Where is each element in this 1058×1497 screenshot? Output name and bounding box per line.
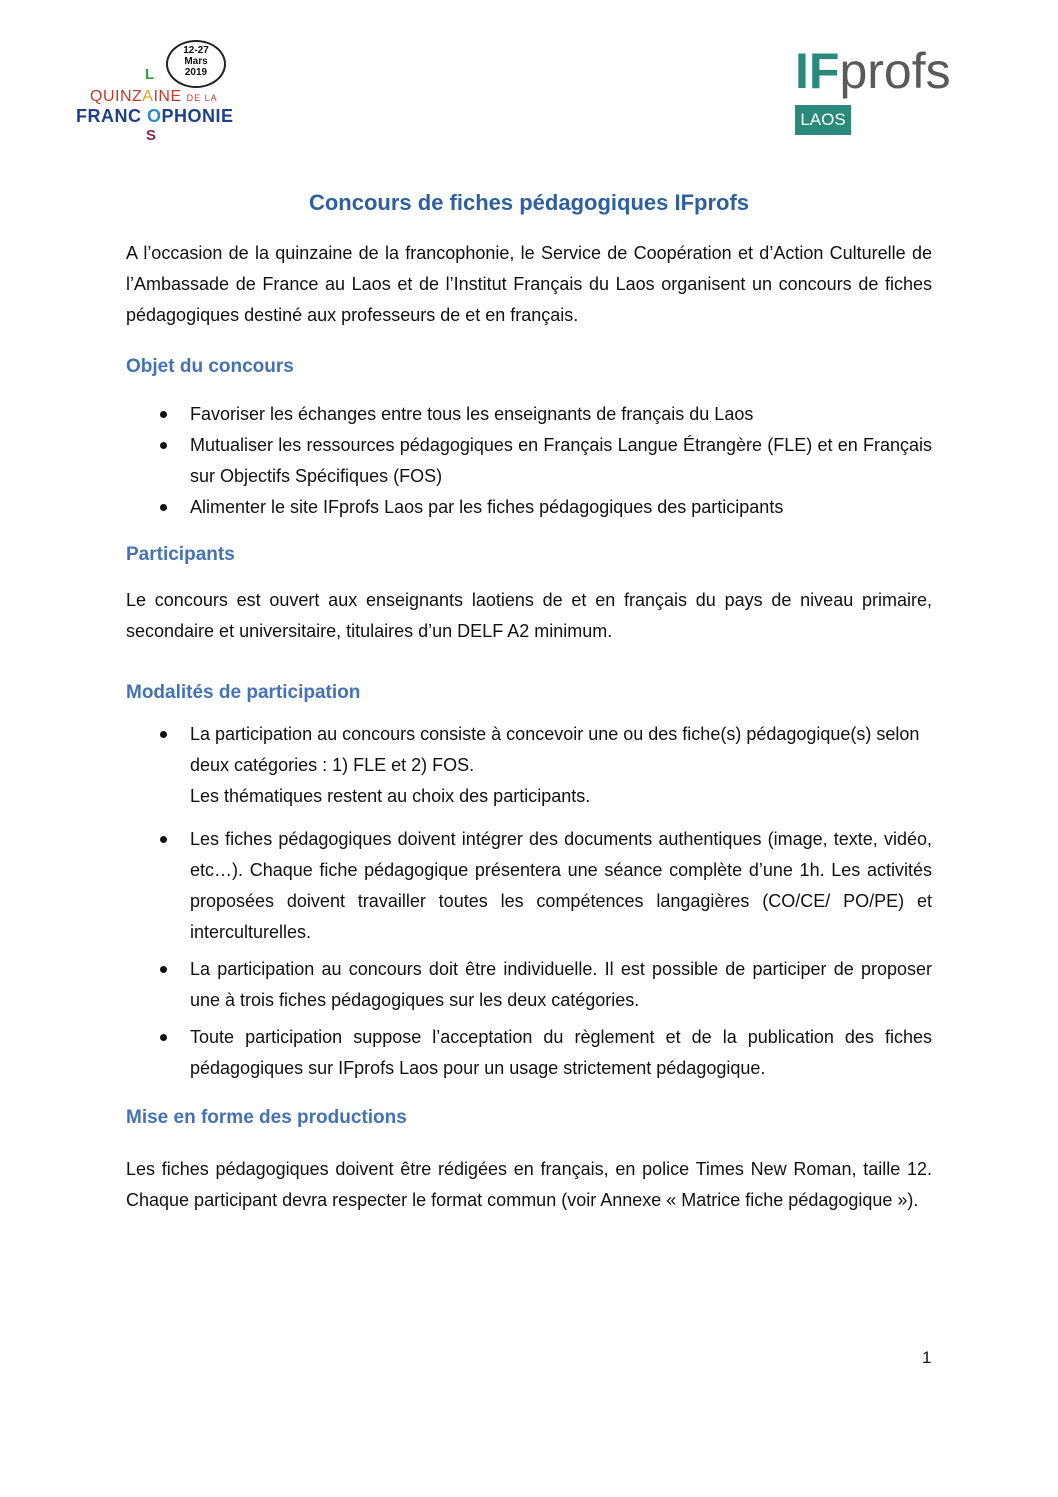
list-item-text: Alimenter le site IFprofs Laos par les fiches pédagogiques des participants (190, 497, 784, 517)
document-body (126, 190, 932, 1216)
list-item-text: Favoriser les échanges entre tous les enseignants de français du Laos (190, 404, 754, 424)
ifprofs-if: IF (795, 43, 840, 99)
logo-row-quinzaine (90, 88, 218, 106)
logo-ine: INE (153, 88, 182, 105)
list-item (126, 824, 932, 948)
bullet-icon (160, 1034, 167, 1041)
document-title: Concours de fiches pédagogiques IFprofs (308, 190, 750, 215)
logo-de-la: DE LA (186, 93, 218, 103)
bullet-icon (160, 966, 167, 973)
logo-phonie: PHONIE (161, 106, 234, 126)
logo-franc: FRANC (76, 106, 142, 126)
list-item-text: Mutualiser les ressources pédagogiques en Français Langue Étrangère (FLE) et en Français sur Objectifs Spécifiques (FOS) (190, 435, 932, 486)
laos-badge: LAOS (795, 105, 851, 135)
ifprofs-wordmark (795, 45, 951, 97)
page-number: 1 (922, 1348, 932, 1367)
list-item-text: La participation au concours consiste à concevoir une ou des fiche(s) pédagogique(s) selon deux catégories : 1) FLE et 2) FOS. (190, 724, 920, 775)
heading-participants: Participants (126, 544, 235, 565)
logo-o: O (147, 106, 162, 126)
heading-modalites: Modalités de participation (126, 682, 361, 703)
list-item (126, 954, 932, 1016)
bullet-icon (160, 836, 167, 843)
logo-quinz: QUINZ (90, 88, 143, 105)
ifprofs-rest: profs (839, 43, 951, 99)
logo-letter-bottom: S (146, 127, 157, 144)
bullet-icon (160, 504, 167, 511)
modalites-list (126, 719, 932, 1084)
list-item (126, 430, 932, 492)
list-item-text: Toute participation suppose l’acceptation du règlement et de la publication des fiches pédagogiques sur IFprofs Laos pour un usage strictement pédagogique. (190, 1027, 932, 1078)
mise-en-forme-paragraph: Les fiches pédagogiques doivent être rédigées en français, en police Times New Roman, taille 12. Chaque participant devra respecter le format commun (voir Annexe « Matrice fiche pédagogique »). (126, 1159, 932, 1210)
heading-objet: Objet du concours (126, 356, 294, 377)
bubble-year: 2019 (184, 67, 208, 78)
list-item-subtext: Les thématiques restent au choix des participants. (190, 786, 591, 806)
bubble-dates: 12-27 (183, 45, 209, 56)
quinzaine-francophonie-logo (72, 40, 242, 150)
logo-row-francophonie (76, 106, 234, 127)
participants-paragraph: Le concours est ouvert aux enseignants laotiens de et en français du pays de niveau primaire, secondaire et universitaire, titulaires d’un DELF A2 minimum. (126, 590, 932, 641)
bullet-icon (160, 411, 167, 418)
heading-mise-en-forme: Mise en forme des productions (126, 1107, 407, 1128)
list-item (126, 1022, 932, 1084)
ifprofs-laos-logo (790, 45, 965, 140)
logo-a: A (142, 88, 154, 105)
logo-letter-top: L (145, 66, 155, 83)
bullet-icon (160, 731, 167, 738)
intro-paragraph: A l’occasion de la quinzaine de la francophonie, le Service de Coopération et d’Action Culturelle de l’Ambassade de France au Laos et de l’Institut Français du Laos organisent un concours de fiches pédagogiques destiné aux professeurs de et en français. (126, 243, 932, 325)
list-item (126, 719, 932, 812)
date-bubble (166, 40, 226, 88)
list-item (126, 492, 932, 523)
list-item (126, 399, 932, 430)
bubble-month: Mars (184, 56, 208, 67)
objet-list (126, 399, 932, 523)
list-item-text: Les fiches pédagogiques doivent intégrer des documents authentiques (image, texte, vidéo, etc…). Chaque fiche pédagogique présentera une séance complète d’une 1h. Les activités proposées doivent travailler toutes les compétences langagières (CO/CE/ PO/PE) et interculturelles. (190, 829, 932, 942)
bullet-icon (160, 442, 167, 449)
list-item-text: La participation au concours doit être individuelle. Il est possible de participer de proposer une à trois fiches pédagogiques sur les deux catégories. (190, 959, 932, 1010)
